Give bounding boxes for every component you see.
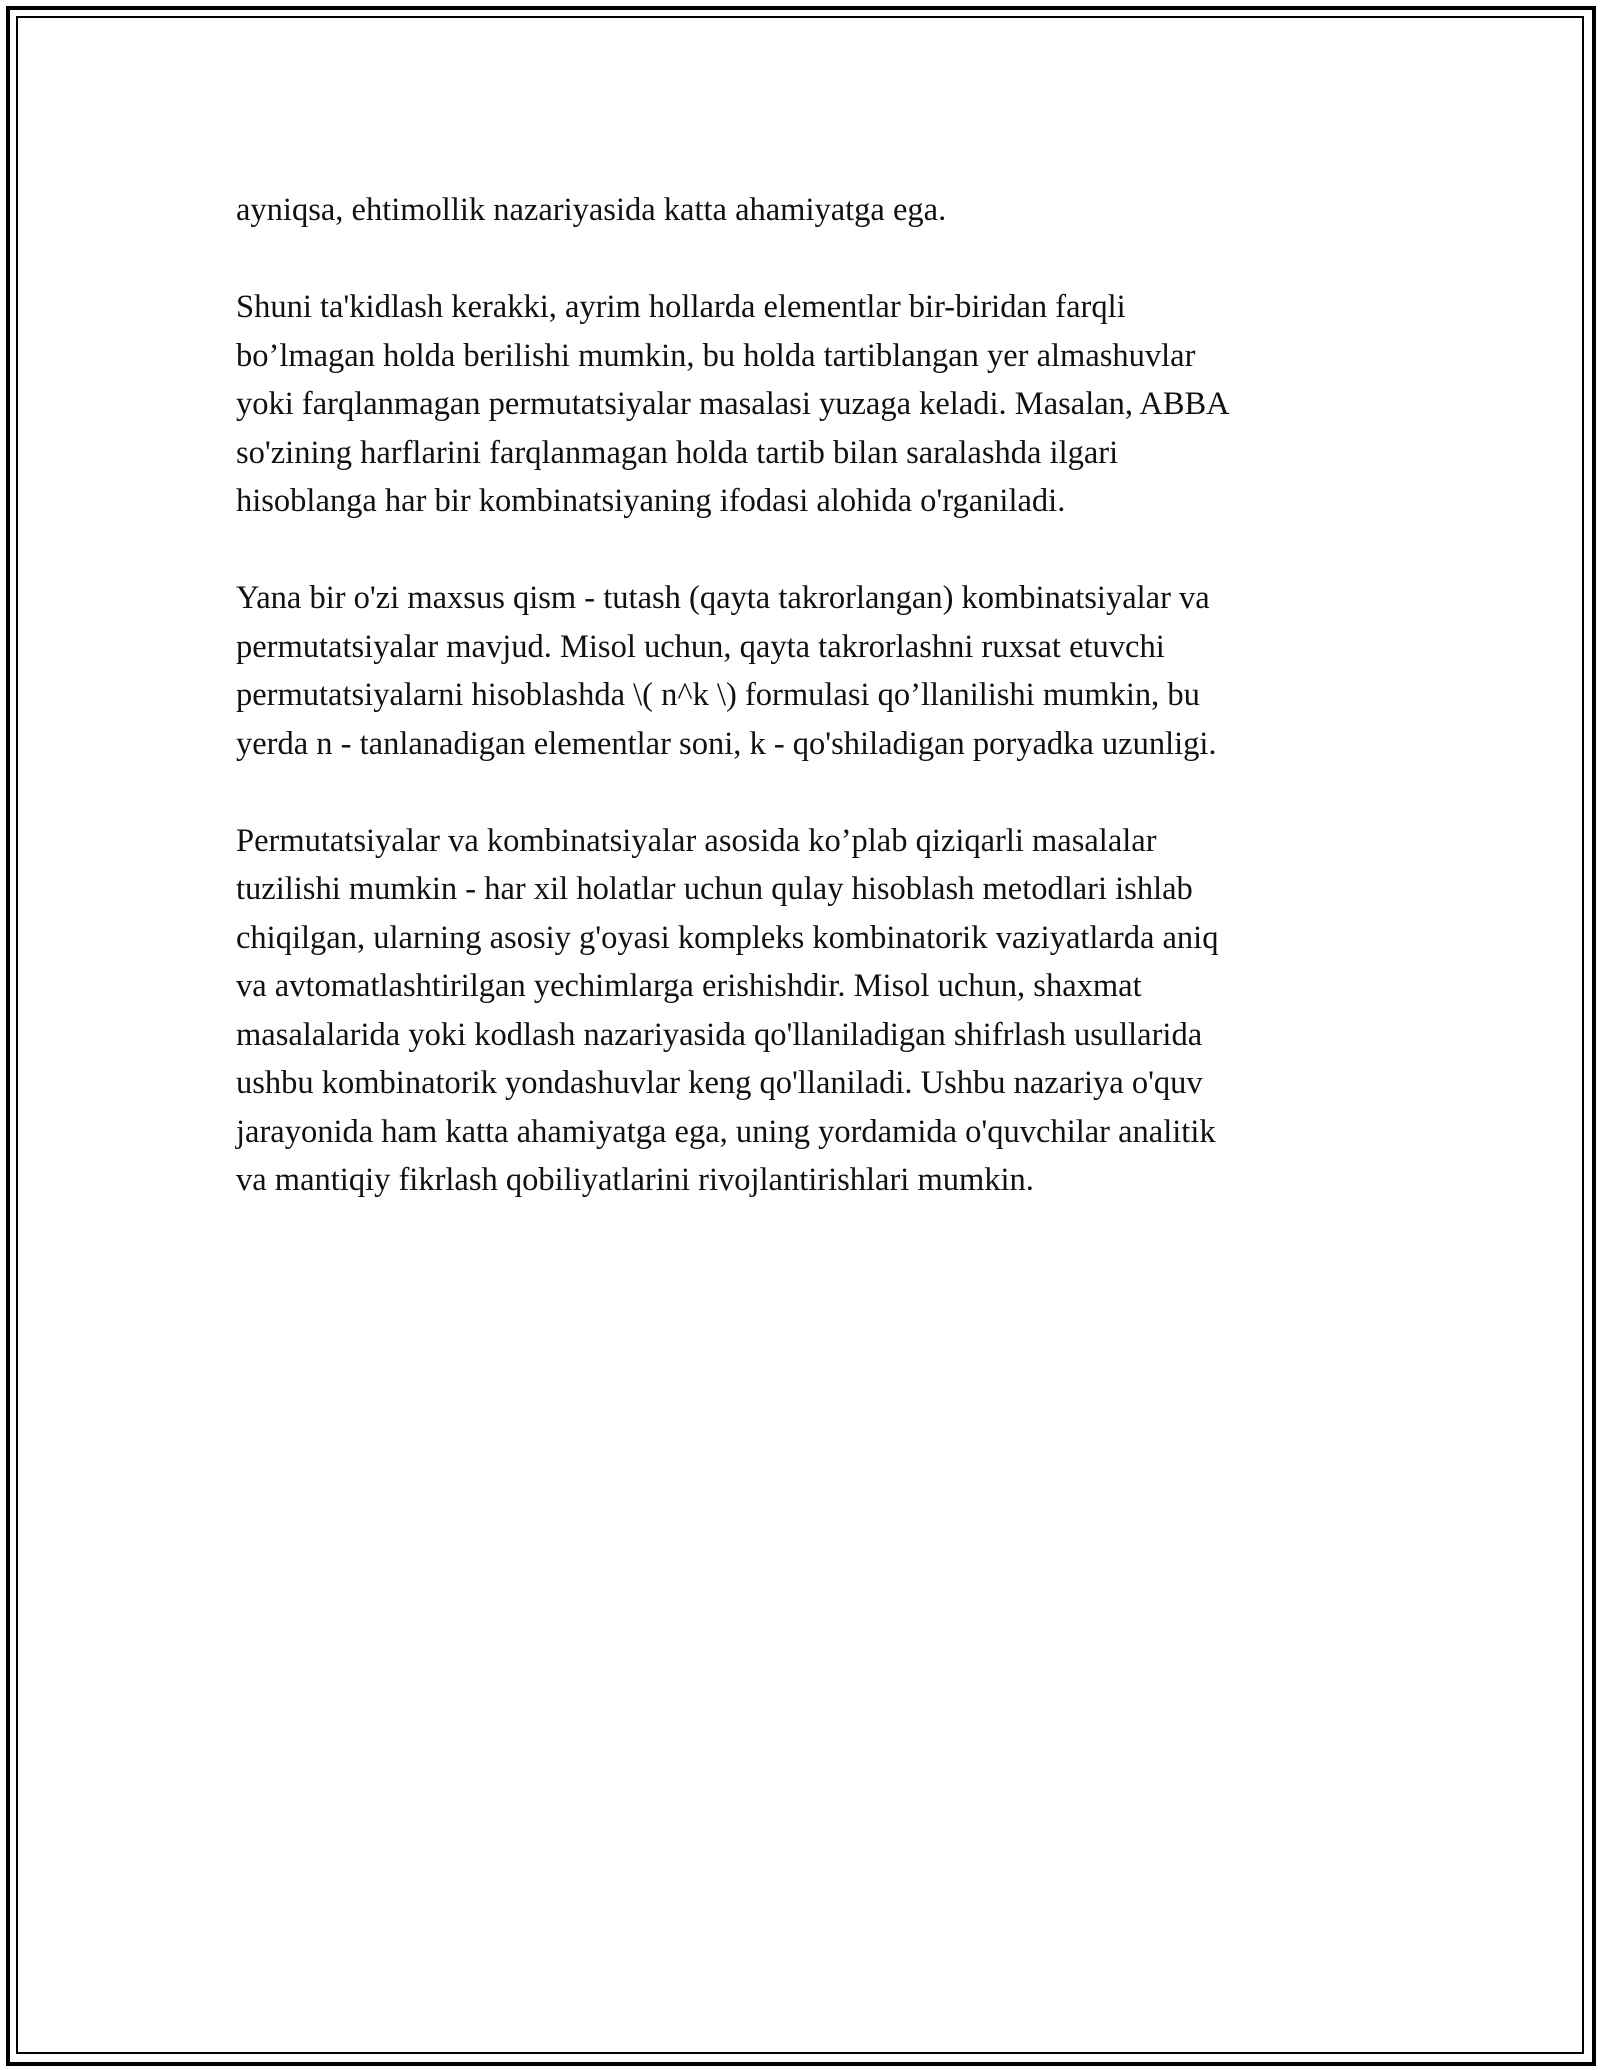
text-line: permutatsiyalarni hisoblashda \( n^k \) formulasi qo’llanilishi mumkin, bu xyxy=(236,677,1200,713)
text-line: yoki farqlanmagan permutatsiyalar masalasi yuzaga keladi. Masalan, ABBA xyxy=(236,386,1230,422)
text-line: so'zining harflarini farqlanmagan holda tartib bilan saralashda ilgari xyxy=(236,434,1119,471)
text-line: Permutatsiyalar va kombinatsiyalar asosida ko’plab qiziqarli masalalar xyxy=(236,822,1157,859)
text-line: va mantiqiy fikrlash qobiliyatlarini rivojlantirishlari mumkin. xyxy=(236,1162,1034,1198)
text-line: masalalarida yoki kodlash nazariyasida qo'llaniladigan shifrlash usullarida xyxy=(236,1016,1203,1053)
text-line: hisoblanga har bir kombinatsiyaning ifodasi alohida o'rganiladi. xyxy=(236,483,1066,519)
text-line: ayniqsa, ehtimollik nazariyasida katta ahamiyatga ega. xyxy=(236,192,947,228)
text-line: va avtomatlashtirilgan yechimlarga erishishdir. Misol uchun, shaxmat xyxy=(236,968,1142,1004)
text-line: Shuni ta'kidlash kerakki, ayrim hollarda elementlar bir-biridan farqli xyxy=(236,289,1126,325)
text-line: ushbu kombinatorik yondashuvlar keng qo'llaniladi. Ushbu nazariya o'quv xyxy=(236,1065,1203,1101)
text-line: jarayonida ham katta ahamiyatga ega, uning yordamida o'quvchilar analitik xyxy=(236,1113,1216,1150)
paragraph-2 xyxy=(236,283,1376,526)
paragraph-1 xyxy=(236,186,1376,235)
paragraph-4 xyxy=(236,817,1376,1205)
text-line: yerda n - tanlanadigan elementlar soni, k - qo'shiladigan poryadka uzunligi. xyxy=(236,725,1217,762)
text-line: bo’lmagan holda berilishi mumkin, bu holda tartiblangan yer almashuvlar xyxy=(236,337,1196,374)
document-body xyxy=(236,186,1376,1253)
paragraph-3 xyxy=(236,574,1376,768)
text-line: chiqilgan, ularning asosiy g'oyasi kompleks kombinatorik vaziyatlarda aniq xyxy=(236,919,1219,956)
text-line: permutatsiyalar mavjud. Misol uchun, qayta takrorlashni ruxsat etuvchi xyxy=(236,628,1165,665)
text-line: tuzilishi mumkin - har xil holatlar uchun qulay hisoblash metodlari ishlab xyxy=(236,871,1193,907)
text-line: Yana bir o'zi maxsus qism - tutash (qayta takrorlangan) kombinatsiyalar va xyxy=(236,580,1210,616)
